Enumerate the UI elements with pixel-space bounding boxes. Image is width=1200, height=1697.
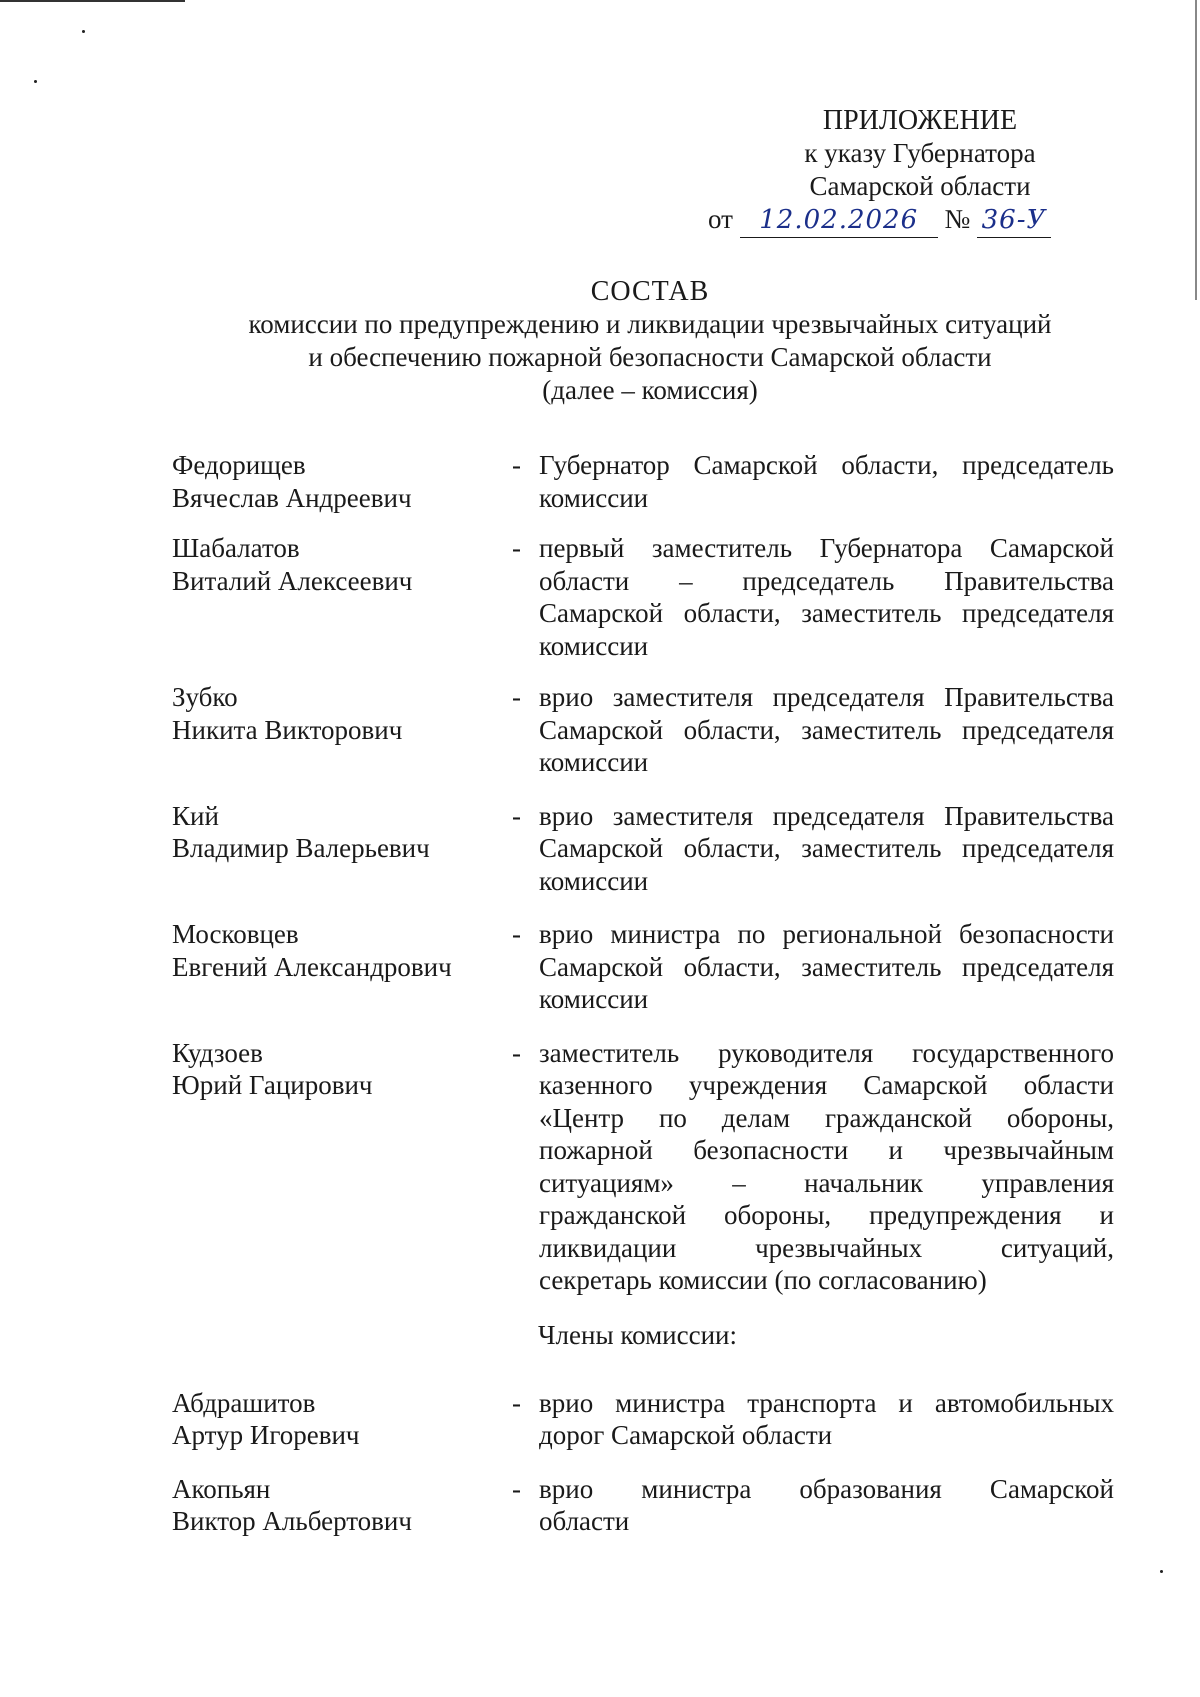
- member-row: [172, 1037, 1120, 1297]
- member-given-name: Вячеслав Андреевич: [172, 482, 412, 513]
- position-line: ликвидации чрезвычайных ситуаций,: [539, 1232, 1114, 1263]
- position-line: комиссии: [539, 865, 649, 896]
- position-line: гражданской обороны, предупреждения и: [539, 1200, 1114, 1230]
- member-name: [172, 681, 512, 779]
- member-given-name: Евгений Александрович: [172, 951, 452, 982]
- member-surname: Кий: [172, 800, 219, 831]
- position-line: врио министра транспорта и автомобильных: [539, 1387, 1114, 1418]
- position-line: «Центр по делам гражданской обороны,: [539, 1102, 1114, 1133]
- position-line: комиссии: [539, 984, 649, 1014]
- member-position: [539, 918, 1114, 1016]
- position-line: врио заместителя председателя Правительства: [539, 682, 1114, 712]
- member-given-name: Артур Игоревич: [172, 1420, 360, 1450]
- position-line: области – председатель Правительства: [539, 565, 1114, 596]
- member-row: [172, 800, 1120, 898]
- member-surname: Кудзоев: [172, 1037, 263, 1068]
- member-position: [539, 532, 1114, 662]
- members-list: [172, 449, 1120, 1538]
- handwritten-date: 12.02.2026: [740, 204, 938, 238]
- member-name: [172, 918, 512, 1016]
- member-row: [172, 1387, 1120, 1452]
- position-line: дорог Самарской области: [539, 1420, 833, 1450]
- member-position: [539, 1037, 1114, 1297]
- member-name: [172, 800, 512, 898]
- position-line: пожарной безопасности и чрезвычайным: [539, 1135, 1114, 1165]
- member-row: [172, 1473, 1120, 1538]
- dash-separator: -: [512, 1387, 521, 1418]
- dash-separator: -: [512, 1037, 521, 1068]
- appendix-title: ПРИЛОЖЕНИЕ: [822, 105, 1018, 136]
- member-given-name: Владимир Валерьевич: [172, 833, 430, 863]
- position-line: комиссии: [539, 747, 649, 777]
- member-surname: Московцев: [172, 919, 299, 949]
- date-prefix: от: [708, 204, 733, 234]
- member-surname: Акопьян: [172, 1473, 271, 1504]
- members-section-title: Члены комиссии:: [538, 1319, 737, 1350]
- member-position: [539, 1473, 1114, 1538]
- position-line: врио заместителя председателя Правительства: [539, 800, 1114, 831]
- position-line: врио министра по региональной безопасности: [539, 919, 1114, 949]
- position-line: комиссии: [539, 630, 649, 661]
- position-line: Самарской области, заместитель председателя: [539, 951, 1114, 982]
- position-line: области: [539, 1506, 630, 1536]
- document-heading: [150, 275, 1150, 407]
- member-surname: Зубко: [172, 682, 238, 712]
- position-line: Самарской области, заместитель председателя: [539, 833, 1114, 863]
- member-surname: Шабалатов: [172, 533, 300, 563]
- member-given-name: Юрий Гацирович: [172, 1070, 373, 1100]
- position-line: секретарь комиссии (по согласованию): [539, 1265, 987, 1295]
- scan-speck: [82, 30, 85, 33]
- member-row: [172, 449, 1120, 514]
- member-position: [539, 449, 1114, 514]
- scan-speck: [34, 80, 37, 83]
- dash-separator: -: [512, 533, 521, 563]
- appendix-line-1: к указу Губернатора: [804, 138, 1036, 168]
- dash-separator: -: [512, 450, 521, 480]
- member-given-name: Никита Викторович: [172, 714, 403, 745]
- position-line: комиссии: [539, 482, 649, 513]
- scan-edge-line-right: [1195, 0, 1197, 300]
- member-row: [172, 532, 1120, 662]
- member-position: [539, 800, 1114, 898]
- scan-speck: [1160, 1570, 1163, 1573]
- position-line: Губернатор Самарской области, председатель: [539, 450, 1114, 480]
- member-row: [172, 918, 1120, 1016]
- position-line: Самарской области, заместитель председателя: [539, 714, 1114, 745]
- member-name: [172, 449, 512, 514]
- number-prefix: №: [944, 204, 971, 234]
- position-line: врио министра образования Самарской: [539, 1473, 1114, 1504]
- dash-separator: -: [512, 919, 521, 949]
- member-name: [172, 1037, 512, 1297]
- heading-title: СОСТАВ: [590, 276, 710, 307]
- appendix-block: [700, 104, 1140, 238]
- position-line: Самарской области, заместитель председателя: [539, 598, 1114, 628]
- member-name: [172, 532, 512, 662]
- handwritten-number: 36-У: [977, 204, 1051, 238]
- member-surname: Федорищев: [172, 450, 306, 480]
- member-given-name: Виктор Альбертович: [172, 1506, 412, 1536]
- member-position: [539, 1387, 1114, 1452]
- member-name: [172, 1473, 512, 1538]
- member-position: [539, 681, 1114, 779]
- member-row: [172, 681, 1120, 779]
- position-line: первый заместитель Губернатора Самарской: [539, 533, 1114, 563]
- heading-line-2: и обеспечению пожарной безопасности Самарской области: [308, 342, 992, 372]
- member-name: [172, 1387, 512, 1452]
- appendix-line-2: Самарской области: [809, 171, 1031, 201]
- dash-separator: -: [512, 1473, 521, 1504]
- position-line: ситуациям» – начальник управления: [539, 1167, 1114, 1198]
- scan-edge-line-top: [0, 0, 185, 2]
- dash-separator: -: [512, 800, 521, 831]
- position-line: заместитель руководителя государственного: [539, 1037, 1114, 1068]
- member-surname: Абдрашитов: [172, 1387, 316, 1418]
- dash-separator: -: [512, 682, 521, 712]
- heading-line-3: (далее – комиссия): [542, 375, 758, 405]
- position-line: казенного учреждения Самарской области: [539, 1070, 1114, 1100]
- appendix-date-line: [708, 203, 1140, 238]
- heading-line-1: комиссии по предупреждению и ликвидации чрезвычайных ситуаций: [248, 309, 1052, 339]
- member-given-name: Виталий Алексеевич: [172, 565, 413, 596]
